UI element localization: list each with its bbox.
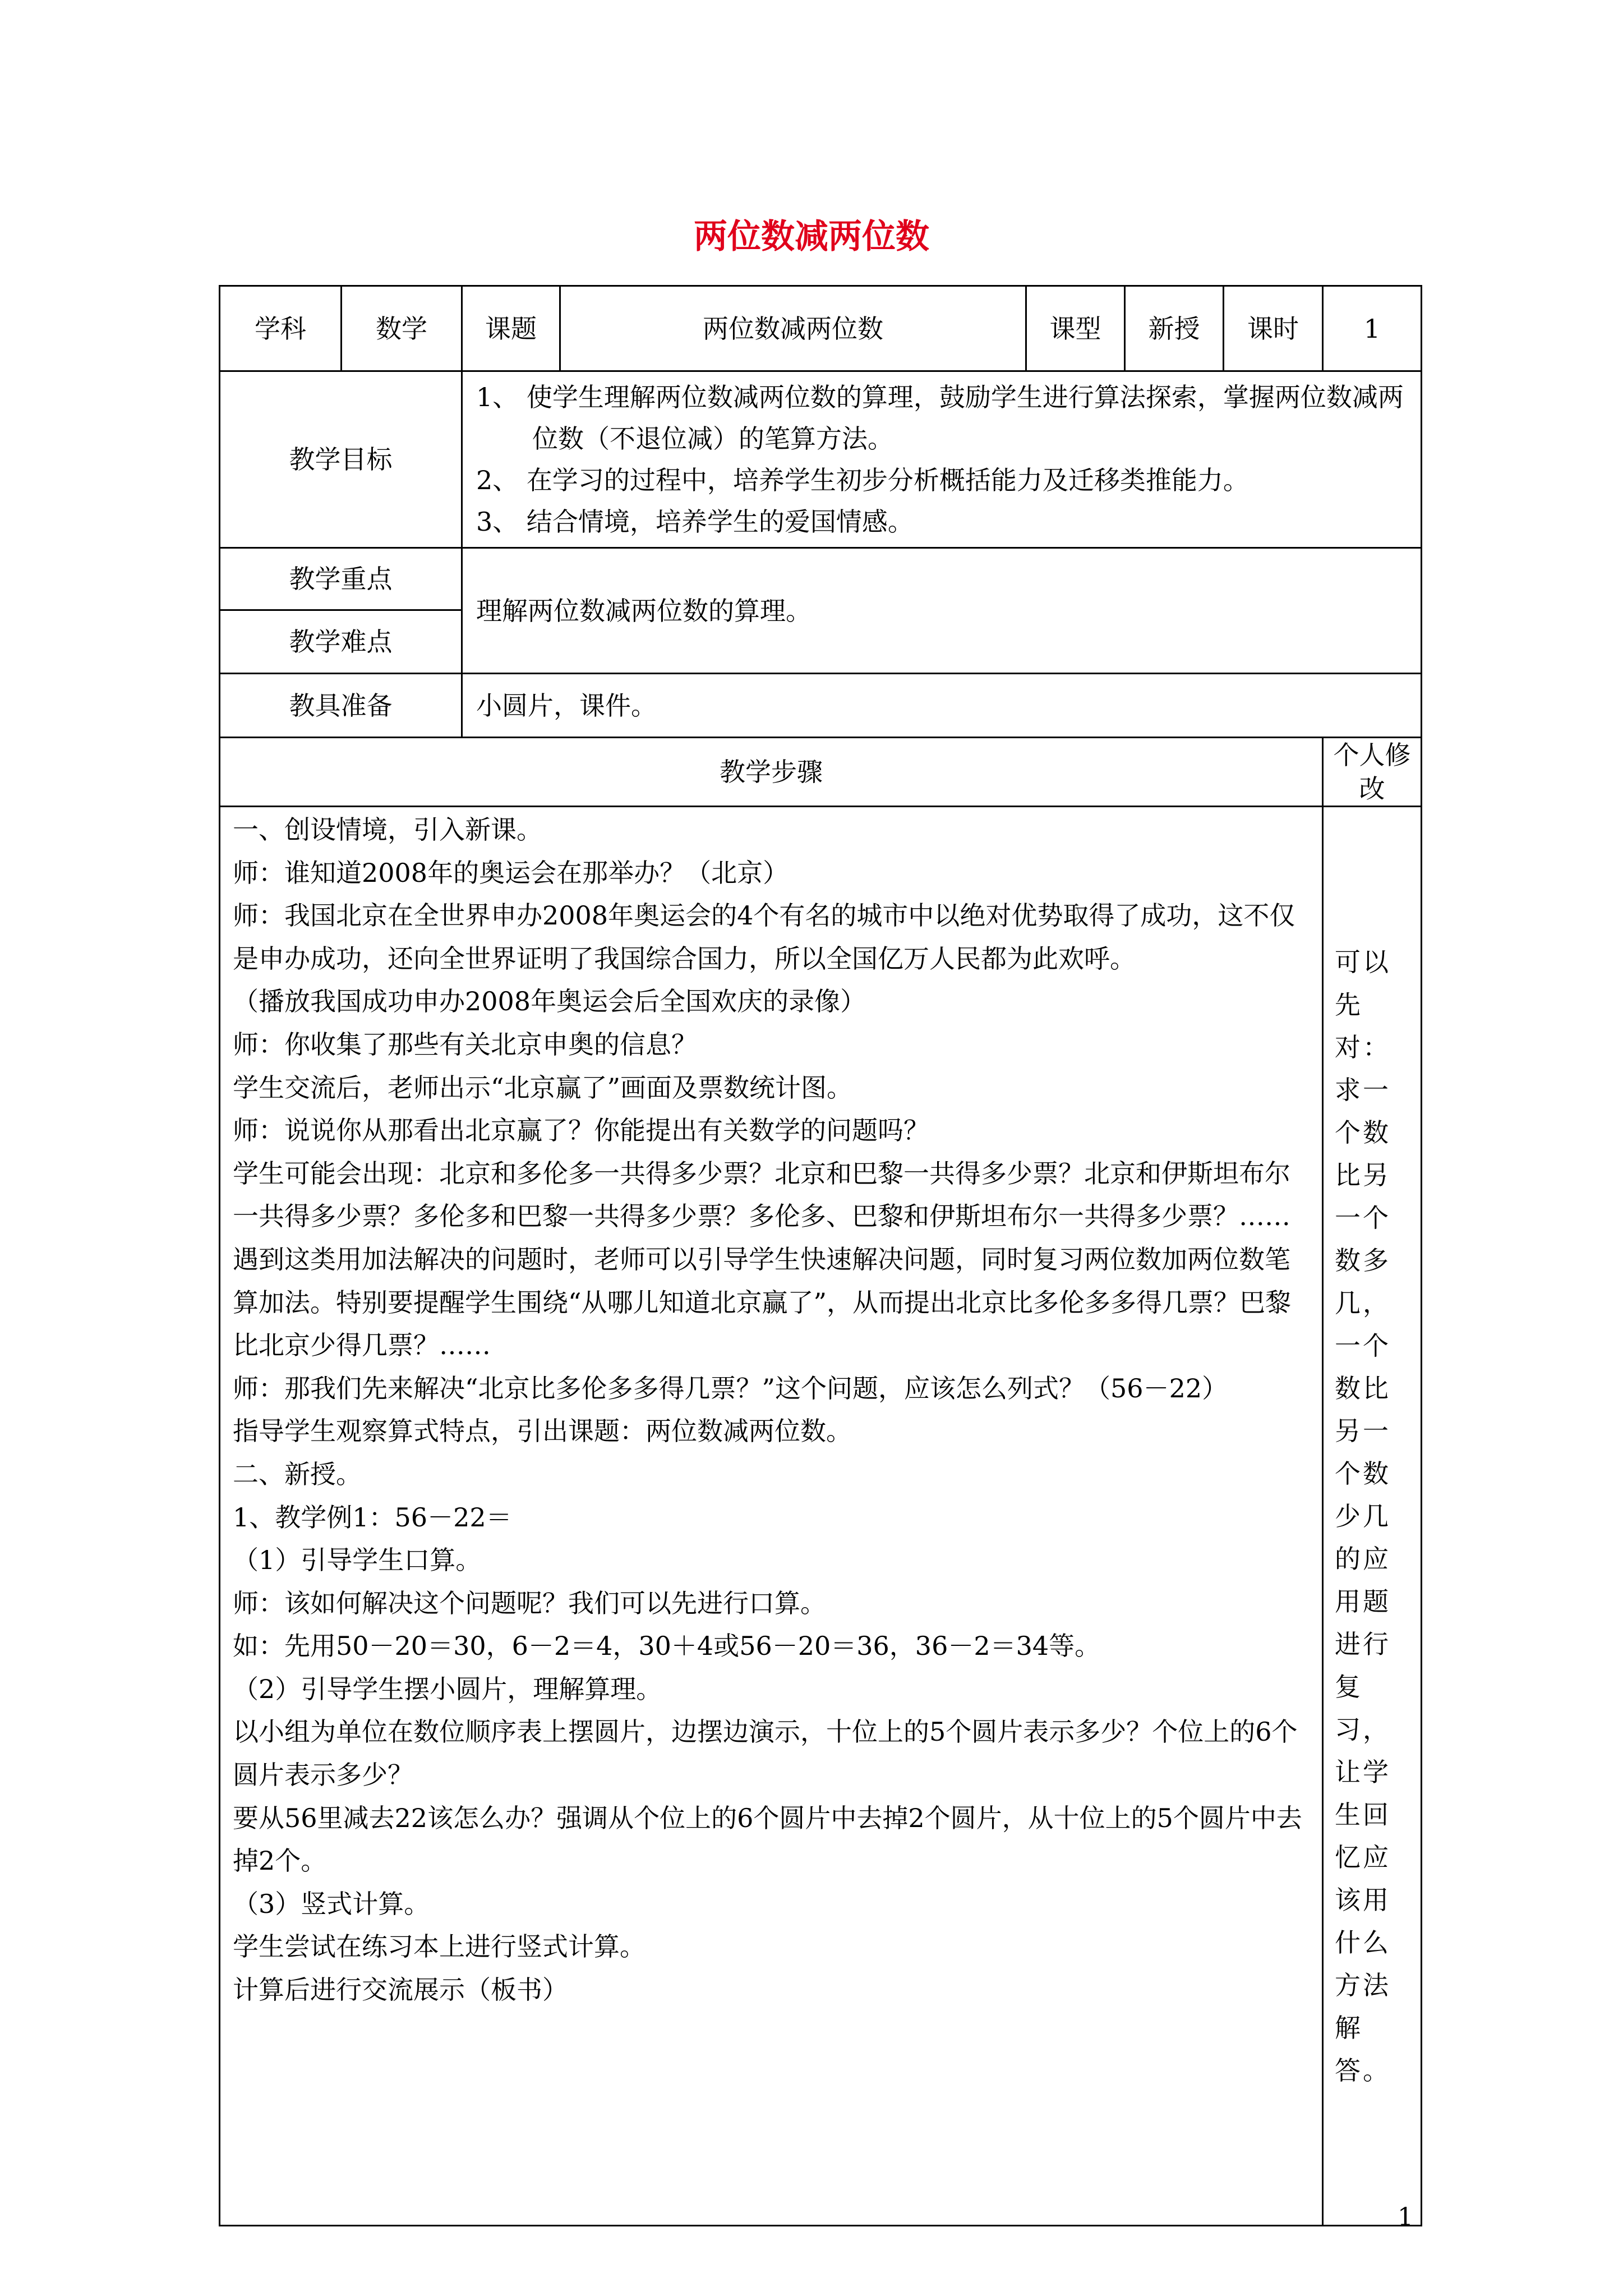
hours-label: 课时: [1224, 286, 1323, 371]
step-line: 遇到这类用加法解决的问题时，老师可以引导学生快速解决问题，同时复习两位数加两位数笔算加法。特别要提醒学生围绕“从哪儿知道北京赢了”，从而提出北京比多伦多多得几票？巴黎比北京少得几票？……: [233, 1244, 1292, 1361]
objective-item: 3、 结合情境，培养学生的爱国情感。: [476, 507, 914, 537]
objectives-label: 教学目标: [220, 371, 462, 548]
hours-value: 1: [1323, 286, 1422, 371]
step-line: （播放我国成功申办2008年奥运会后全国欢庆的录像）: [233, 986, 866, 1017]
step-line: 1、教学例1：56－22＝: [233, 1502, 512, 1533]
materials-row: [220, 674, 1422, 738]
step-line: 学生可能会出现：北京和多伦多一共得多少票？北京和巴黎一共得多少票？北京和伊斯坦布尔一共得多少票？多伦多和巴黎一共得多少票？多伦多、巴黎和伊斯坦布尔一共得多少票？……: [233, 1158, 1290, 1232]
materials-label: 教具准备: [220, 674, 462, 738]
step-line: 师：我国北京在全世界申办2008年奥运会的4个有名的城市中以绝对优势取得了成功，这不仅是申办成功，还向全世界证明了我国综合国力，所以全国亿万人民都为此欢呼。: [233, 900, 1295, 974]
objective-item: 2、 在学习的过程中，培养学生初步分析概括能力及迁移类推能力。: [476, 465, 1249, 495]
subject-value: 数学: [342, 286, 462, 371]
notes-header: 个人修改: [1323, 738, 1422, 807]
objectives-row: [220, 371, 1422, 548]
step-line: 师：该如何解决这个问题呢？我们可以先进行口算。: [233, 1588, 826, 1618]
step-line: （2）引导学生摆小圆片，理解算理。: [233, 1673, 662, 1704]
step-line: 师：你收集了那些有关北京申奥的信息？: [233, 1029, 697, 1060]
step-line: 指导学生观察算式特点，引出课题：两位数减两位数。: [233, 1416, 852, 1447]
step-line: 一、创设情境，引入新课。: [233, 815, 542, 845]
page-title: 两位数减两位数: [694, 217, 929, 256]
notes-content: [1323, 807, 1422, 2226]
step-line: 师：说说你从那看出北京赢了？你能提出有关数学的问题吗？: [233, 1115, 929, 1146]
step-line: 计算后进行交流展示（板书）: [233, 1975, 568, 2005]
steps-header-row: [220, 738, 1422, 807]
objectives-list: [462, 371, 1422, 548]
key-points-label: 教学重点: [220, 548, 462, 610]
lesson-plan-table: [219, 285, 1422, 2226]
step-line: 要从56里减去22该怎么办？强调从个位上的6个圆片中去掉2个圆片，从十位上的5个圆片中去掉2个。: [233, 1802, 1302, 1876]
step-line: （3）竖式计算。: [233, 1888, 430, 1919]
topic-label: 课题: [462, 286, 560, 371]
type-label: 课型: [1026, 286, 1125, 371]
step-line: 如：先用50－20＝30，6－2＝4，30＋4或56－20＝36，36－2＝34等。: [233, 1631, 1101, 1662]
type-value: 新授: [1125, 286, 1224, 371]
step-line: 学生尝试在练习本上进行竖式计算。: [233, 1931, 645, 1962]
step-line: （1）引导学生口算。: [233, 1545, 482, 1576]
header-row: [220, 286, 1422, 371]
step-line: 学生交流后，老师出示“北京赢了”画面及票数统计图。: [233, 1072, 853, 1103]
step-line: 师：那我们先来解决“北京比多伦多多得几票？”这个问题，应该怎么列式？（56－22）: [233, 1373, 1228, 1404]
subject-label: 学科: [220, 286, 342, 371]
key-difficult-text: 理解两位数减两位数的算理。: [462, 548, 1422, 674]
materials-text: 小圆片，课件。: [462, 674, 1422, 738]
steps-content: [220, 807, 1323, 2226]
steps-row: [220, 807, 1422, 2226]
step-line: 二、新授。: [233, 1458, 362, 1489]
page-number: 1: [1398, 2203, 1413, 2231]
difficulties-label: 教学难点: [220, 610, 462, 674]
steps-header: 教学步骤: [220, 738, 1323, 807]
objective-item: 1、 使学生理解两位数减两位数的算理，鼓励学生进行算法探索，掌握两位数减两位数（不退位减）的笔算方法。: [476, 382, 1404, 454]
step-line: 以小组为单位在数位顺序表上摆圆片，边摆边演示，十位上的5个圆片表示多少？个位上的6个圆片表示多少？: [233, 1717, 1298, 1791]
note-text: 可以先对：求一个数比另一个数多几，一个数比另一个数少几的应用题进行复习，让学生回忆应该用什么方法解答。: [1335, 946, 1391, 2086]
topic-value: 两位数减两位数: [560, 286, 1026, 371]
key-points-row: [220, 548, 1422, 610]
step-line: 师：谁知道2008年的奥运会在那举办？（北京）: [233, 857, 789, 888]
